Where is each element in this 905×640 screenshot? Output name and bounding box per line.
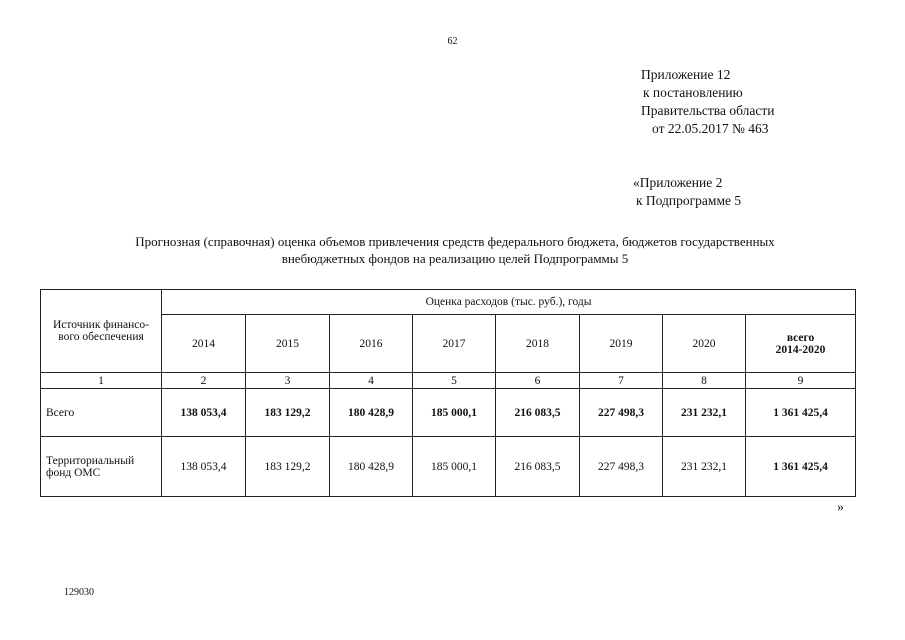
header-row-1 (41, 290, 856, 315)
table-cell: 216 083,5 (496, 389, 580, 437)
document-title (60, 233, 850, 267)
column-number: 4 (330, 373, 413, 389)
table-cell: 185 000,1 (413, 389, 496, 437)
table-cell: 183 129,2 (246, 437, 330, 497)
column-number: 1 (41, 373, 162, 389)
annex2-line-1: «Приложение 2 (633, 175, 723, 190)
row-label-line-1: Территориальный (46, 454, 135, 467)
row-label-line-2: фонд ОМС (46, 466, 101, 479)
table-cell: 180 428,9 (330, 389, 413, 437)
source-header (41, 290, 162, 373)
column-number: 9 (746, 373, 856, 389)
title-line-2: внебюджетных фондов на реализацию целей Подпрограммы 5 (281, 251, 629, 266)
table-cell: 231 232,1 (663, 437, 746, 497)
column-number: 8 (663, 373, 746, 389)
table-cell: 231 232,1 (663, 389, 746, 437)
closing-quote: » (837, 500, 844, 515)
column-number: 2 (162, 373, 246, 389)
annex-line-4: от 22.05.2017 № 463 (652, 121, 769, 136)
year-header: 2016 (330, 315, 413, 373)
row-label: Всего (41, 389, 162, 437)
annex-line-2: к постановлению (643, 85, 743, 100)
row-total-cell: 1 361 425,4 (746, 389, 856, 437)
table-cell: 138 053,4 (162, 437, 246, 497)
year-header: 2017 (413, 315, 496, 373)
table-cell: 180 428,9 (330, 437, 413, 497)
group-header: Оценка расходов (тыс. руб.), годы (162, 290, 856, 315)
total-header-line-1: всего (786, 331, 815, 344)
page-number: 62 (447, 36, 458, 47)
annex-header (641, 66, 774, 138)
table-cell: 227 498,3 (580, 389, 663, 437)
title-line-1: Прогнозная (справочная) оценка объемов привлечения средств федерального бюджета, бюджетов государственных (135, 234, 775, 249)
row-total-cell: 1 361 425,4 (746, 437, 856, 497)
funding-table (40, 289, 856, 497)
document-code: 129030 (64, 587, 94, 598)
annex-line-3: Правительства области (641, 103, 775, 118)
column-number: 3 (246, 373, 330, 389)
year-header: 2019 (580, 315, 663, 373)
table-cell: 138 053,4 (162, 389, 246, 437)
annex2-header (633, 174, 741, 210)
table-cell: 227 498,3 (580, 437, 663, 497)
total-header-line-2: 2014-2020 (775, 343, 826, 356)
table-row-oms (41, 437, 856, 497)
year-header: 2020 (663, 315, 746, 373)
year-header: 2015 (246, 315, 330, 373)
source-header-line-2: вого обеспечения (58, 331, 144, 343)
row-label (41, 437, 162, 497)
header-row-2 (41, 315, 856, 373)
column-number: 5 (413, 373, 496, 389)
year-header: 2018 (496, 315, 580, 373)
column-number: 6 (496, 373, 580, 389)
annex2-line-2: к Подпрограмме 5 (636, 193, 742, 208)
table-cell: 183 129,2 (246, 389, 330, 437)
table-cell: 185 000,1 (413, 437, 496, 497)
table-cell: 216 083,5 (496, 437, 580, 497)
table-row-total (41, 389, 856, 437)
column-numbers-row (41, 373, 856, 389)
total-header (746, 315, 856, 373)
column-number: 7 (580, 373, 663, 389)
year-header: 2014 (162, 315, 246, 373)
source-header-line-1: Источник финансо- (53, 319, 149, 331)
annex-line-1: Приложение 12 (641, 67, 731, 82)
